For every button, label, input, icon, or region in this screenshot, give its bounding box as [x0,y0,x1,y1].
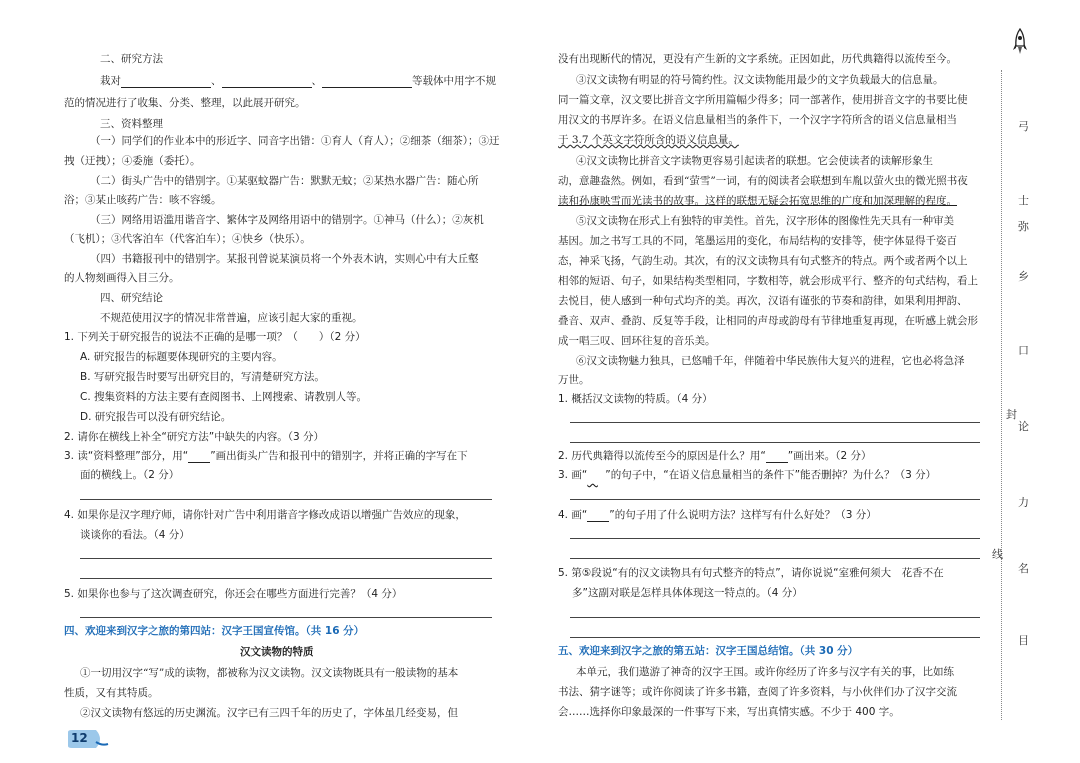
separator: 、 [211,75,222,87]
question-2: 2. 请你在横线上补全“研究方法”中缺失的内容。（3 分） [64,431,325,443]
section-five-heading: 五、欢迎来到汉字之旅的第五站：汉字王国总结馆。（共 30 分） [558,645,859,657]
answer-line-q4-1[interactable] [80,558,492,559]
wavy-line-sample [587,472,605,482]
margin-char: 士 [1018,194,1029,207]
margin-char: 口 [1018,344,1029,357]
answer-line-q5[interactable] [80,617,492,618]
article-r14: 叠音、双声、叠韵、反复等手段，让相同的声母或韵母有节律地重复再现，在听感上就会形 [558,315,978,327]
answer-line-q3[interactable] [80,499,492,500]
research-method-line2: 范的情况进行了收集、分类、整理，以此展开研究。 [64,97,306,109]
fill-blank-2[interactable] [222,76,312,88]
article-r4-text: 用汉文的书厚许多。在语义信息量相当的条件下，一个汉字字符所含的语义信息量相当 [558,114,957,126]
rocket-icon [1012,28,1028,56]
article-r1: 没有出现断代的情况，更没有产生新的文字系统。正因如此，历代典籍得以流传至今。 [558,53,957,65]
article-r15: 成一唱三叹、回环往复的音乐美。 [558,335,716,347]
question-3a [64,449,468,463]
underline-sample [587,511,609,522]
answer-line-rq1-2[interactable] [570,442,980,443]
article-p2a: ②汉文读物有悠远的历史渊流。汉字已有三四千年的历史了，字体虽几经变易，但 [80,707,458,719]
right-question-5b: 多”这副对联是怎样具体体现这一特点的。（4 分） [572,587,803,599]
right-question-5a: 5. 第⑤段说“有的汉文读物具有句式整齐的特点”，请你说说“室雅何须大 花香不在 [558,567,944,579]
rq2-prefix: 2. 历代典籍得以流传至今的原因是什么？用“ [558,450,766,462]
rq3-suffix: ”的句子中，“在语义信息量相当的条件下”能否删掉？为什么？（3 分） [605,469,937,481]
article-r6: ④汉文读物比拼音文字读物更容易引起读者的联想。它会使读者的读解形象生 [576,155,933,167]
material-p2b: 浴；③某止咳药广告：咳不容缓。 [64,194,222,206]
binding-margin [988,0,1048,763]
question-4b: 谈谈你的看法。（4 分） [80,529,190,541]
article-r9: ⑤汉文读物在形式上有独特的审美性。首先，汉字形体的图像性先天具有一种审美 [576,215,954,227]
article-p1b: 性质，又有其特质。 [64,687,159,699]
cut-line [1001,70,1002,720]
article-r16: ⑥汉文读物魅力独具，已悠哺千年，伴随着中华民族伟大复兴的进程，它也必将急泽 [576,355,965,367]
article-r8: 读和孙康映雪而光读书的故事。这样的联想无疑会拓宽思维的广度和加深理解的程度。 [558,195,957,207]
underline-sample [188,452,210,463]
article-p1a: ①一切用汉字“写”成的读物，都被称为汉文读物。汉文读物既具有一般读物的基本 [80,667,459,679]
article-r2: ③汉文读物有明显的符号简约性。汉文读物能用最少的文字负载最大的信息量。 [576,74,944,86]
answer-line-rq1-1[interactable] [570,422,980,423]
article-r4 [558,113,957,127]
rq3-prefix: 3. 画“ [558,469,588,481]
question-4a: 4. 如果你是汉字理疗师，请你针对广告中利用谐音字修改成语以增强广告效应的现象， [64,509,466,521]
right-question-2 [558,449,872,463]
page-number: 12 [71,731,88,745]
margin-char: 封 [1006,408,1017,421]
article-r10: 基因。加之书写工具的不同，笔墨运用的变化，布局结构的安排等，使字体显得千姿百 [558,235,957,247]
section-four-heading: 四、欢迎来到汉字之旅的第四站：汉字王国宣传馆。（共 16 分） [64,625,365,637]
question-1: 1. 下列关于研究报告的说法不正确的是哪一项？（ ）（2 分） [64,331,366,343]
rq2-suffix: ”画出来。（2 分） [787,450,872,462]
underline-sample [766,452,788,463]
margin-char: 乡 [1018,270,1029,283]
section-research-method-title: 二、研究方法 [100,53,163,65]
article-r12: 相邻的短语、句子，如果结构类型相同，字数相等，就会形成平行、整齐的句式结构，看上 [558,275,978,287]
section-material-title: 三、资料整理 [100,118,163,130]
research-method-prefix: 栽对 [100,75,121,87]
option-b[interactable]: B. 写研究报告时要写出研究目的，写清楚研究方法。 [80,371,325,383]
margin-char: 目 [1018,634,1029,647]
question-3b: 面的横线上。（2 分） [80,469,180,481]
material-p4b: 的人物刻画得入目三分。 [64,272,180,284]
fill-blank-1[interactable] [121,76,211,88]
material-p4a: （四）书籍报刊中的错别字。某报刊曾说某演员将一个外表木讷，实则心中有大丘壑 [90,253,479,265]
answer-line-q4-2[interactable] [80,578,492,579]
article-r17: 万世。 [558,374,590,386]
material-p3a: （三）网络用语滥用谐音字、繁体字及网络用语中的错别字。①神马（什么）；②灰机 [90,214,484,226]
q3-prefix: 3. 读“资料整理”部分，用“ [64,450,189,462]
margin-char: 线 [992,548,1003,561]
margin-char: 力 [1018,496,1029,509]
option-a[interactable]: A. 研究报告的标题要体现研究的主要内容。 [80,351,283,363]
material-p2a: （二）街头广告中的错别字。①某驱蚊器广告：默默无蚊；②某热水器广告：随心所 [90,175,479,187]
answer-line-rq4-1[interactable] [570,538,980,539]
rq4-prefix: 4. 画“ [558,509,588,521]
margin-char: 弥 [1018,220,1029,233]
answer-line-rq4-2[interactable] [570,558,980,559]
right-question-4 [558,508,877,522]
q3-suffix: ”画出街头广告和报刊中的错别字，并将正确的字写在下 [210,450,468,462]
rq4-suffix: ”的句子用了什么说明方法？这样写有什么好处？（3 分） [609,509,877,521]
article-r5: 于 3.7 个英文字符所含的语义信息量。 [558,134,739,146]
material-p1b: 拽（迂拽）；④委施（委托）。 [64,155,201,167]
article-r7: 动，意趣盎然。例如，看到“萤雪”一词，有的阅读者会联想到车胤以萤火虫的微光照书夜 [558,175,968,187]
option-c[interactable]: C. 搜集资料的方法主要有查阅图书、上网搜索、请教别人等。 [80,391,368,403]
material-p1a: （一）同学们的作业本中的形近字、同音字出错：①育人（育人）；②细茶（细茶）；③迂 [90,135,500,147]
article-title: 汉文读物的特质 [240,646,314,658]
separator: 、 [311,75,322,87]
section-five-p3: 会……选择你印象最深的一件事写下来，写出真情实感。不少于 400 字。 [558,706,900,718]
section-five-p2: 书法、猜字谜等；或许你阅读了许多书籍，查阅了许多资料，与小伙伴们办了汉字交流 [558,686,957,698]
margin-char: 论 [1018,420,1029,433]
conclusion-text: 不规范使用汉字的情况非常普遍，应该引起大家的重视。 [100,312,363,324]
option-d[interactable]: D. 研究报告可以没有研究结论。 [80,411,232,423]
answer-line-rq3[interactable] [570,499,980,500]
answer-line-rq5-2[interactable] [570,637,980,638]
research-method-line1 [100,74,496,88]
article-r11: 态，神采飞扬，气韵生动。其次，有的汉文读物具有句式整齐的特点。两个或者两个以上 [558,255,968,267]
research-method-suffix: 等载体中用字不规 [412,75,496,87]
answer-line-rq5-1[interactable] [570,617,980,618]
material-p3b: （飞机）；③代客泊车（代客泊车）；④快乡（快乐）。 [64,233,311,245]
margin-char: 弓 [1018,120,1029,133]
page-number-badge [66,728,106,748]
article-r13: 去悦目，使人感到一种句式均齐的美。再次，汉语有谨张的节奏和韵律，如果利用押韵、 [558,295,968,307]
question-5: 5. 如果你也参与了这次调查研究，你还会在哪些方面进行完善？（4 分） [64,588,403,600]
article-r3: 同一篇文章，汉文要比拼音文字所用篇幅少得多；同一部著作，使用拼音文字的书要比使 [558,94,968,106]
right-question-1: 1. 概括汉文读物的特质。（4 分） [558,393,713,405]
right-question-3 [558,468,936,482]
section-conclusion-title: 四、研究结论 [100,292,163,304]
fill-blank-3[interactable] [322,76,412,88]
section-five-p1: 本单元，我们遨游了神奇的汉字王国。或许你经历了许多与汉字有关的事，比如练 [576,666,954,678]
margin-char: 名 [1018,562,1029,575]
